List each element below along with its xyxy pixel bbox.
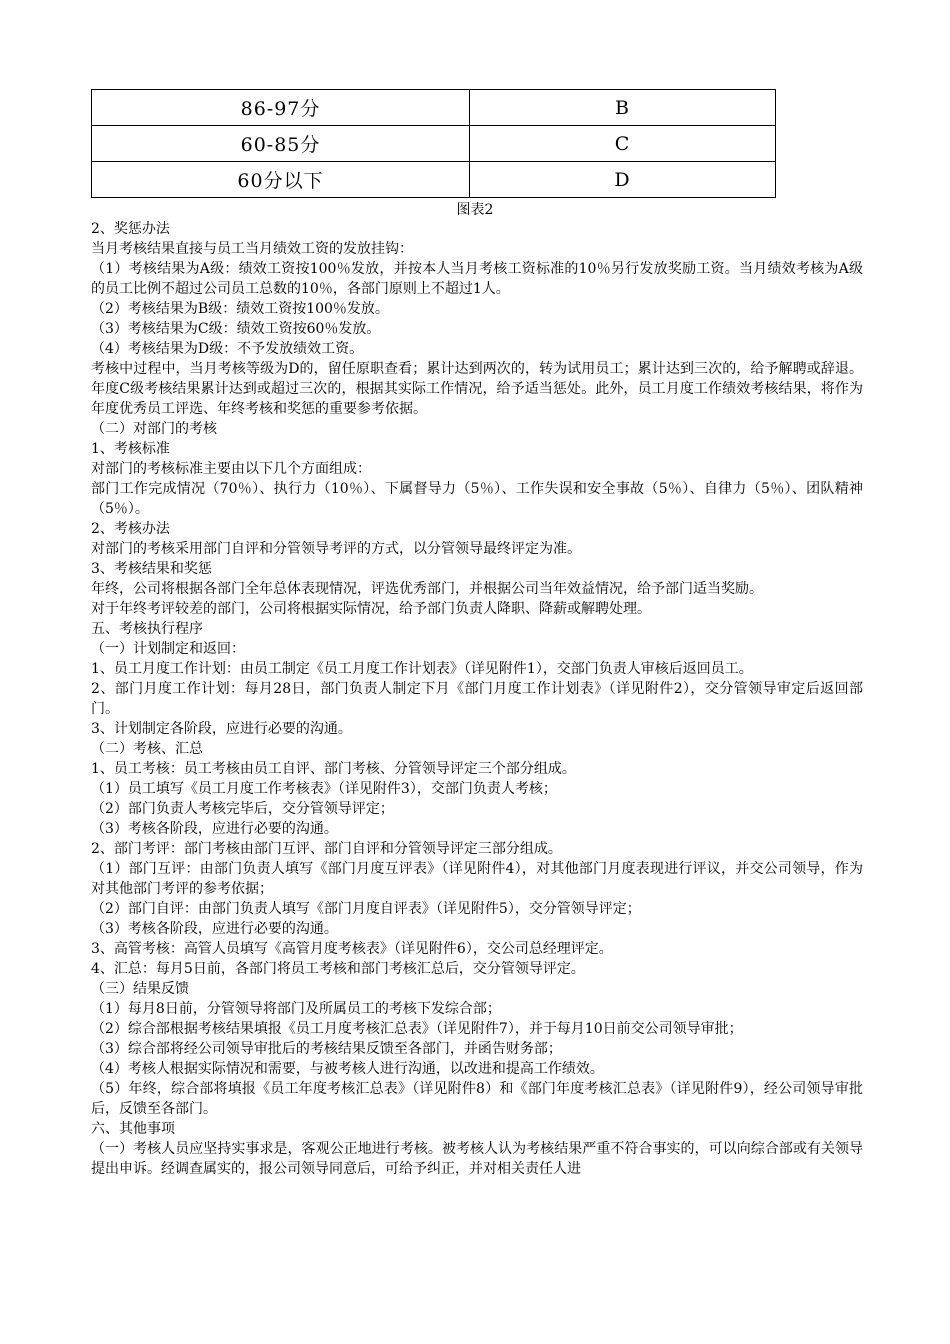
table-caption: 图表2 (456, 202, 494, 218)
paragraph: 3、高管考核：高管人员填写《高管月度考核表》（详见附件6），交公司总经理评定。 (91, 941, 613, 957)
paragraph: （2）考核结果为B级：绩效工资按100％发放。 (91, 301, 389, 317)
paragraph: 考核中过程中，当月考核等级为D的，留任原职查看；累计达到两次的，转为试用员工；累计达到三次的，给予解聘或辞退。年度C级考核结果累计达到或超过三次的，根据其实际工作情况，给予适当惩处。此外，员工月度工作绩效考核结果，将作为年度优秀员工评选、年终考核和奖惩的重要参考依据。 (91, 361, 863, 417)
grade-table (91, 89, 776, 198)
paragraph: （1）部门互评：由部门负责人填写《部门月度互评表》（详见附件4），对其他部门月度表现进行评议，并交公司领导，作为对其他部门考评的参考依据； (91, 861, 863, 897)
paragraph: 4、汇总：每月5日前，各部门将员工考核和部门考核汇总后，交分管领导评定。 (91, 961, 585, 977)
grade-cell: D (470, 162, 776, 198)
paragraph: 3、计划制定各阶段，应进行必要的沟通。 (91, 721, 352, 737)
paragraph: （2）部门自评：由部门负责人填写《部门月度自评表》（详见附件5），交分管领导评定； (91, 901, 641, 917)
score-cell: 60分以下 (92, 162, 470, 198)
paragraph: 2、考核办法 (91, 521, 170, 537)
score-cell: 60-85分 (92, 126, 470, 162)
paragraph: 2、部门月度工作计划：每月28日，部门负责人制定下月《部门月度工作计划表》（详见附件2），交分管领导审定后返回部门。 (91, 681, 863, 717)
paragraph: （2）部门负责人考核完毕后，交分管领导评定； (91, 801, 394, 817)
paragraph: （一）考核人员应坚持实事求是，客观公正地进行考核。被考核人认为考核结果严重不符合事实的，可以向综合部或有关领导提出申诉。经调查属实的，报公司领导同意后，可给予纠正，并对相关责任人进 (91, 1141, 863, 1177)
body-text (91, 219, 863, 1179)
table-row (92, 162, 776, 198)
paragraph: （3）综合部将经公司领导审批后的考核结果反馈至各部门，并函告财务部； (91, 1041, 562, 1057)
paragraph: （2）综合部根据考核结果填报《员工月度考核汇总表》（详见附件7），并于每月10日前交公司领导审批； (91, 1021, 743, 1037)
paragraph: （4）考核结果为D级：不予发放绩效工资。 (91, 341, 364, 357)
paragraph: 1、员工考核：员工考核由员工自评、部门考核、分管领导评定三个部分组成。 (91, 761, 576, 777)
paragraph: （4）考核人根据实际情况和需要，与被考核人进行沟通，以改进和提高工作绩效。 (91, 1061, 604, 1077)
paragraph: （5）年终，综合部将填报《员工年度考核汇总表》（详见附件8）和《部门年度考核汇总表》（详见附件9），经公司领导审批后，反馈至各部门。 (91, 1081, 863, 1117)
table-row (92, 90, 776, 126)
paragraph: （3）考核结果为C级：绩效工资按60％发放。 (91, 321, 381, 337)
paragraph: 对于年终考评较差的部门，公司将根据实际情况，给予部门负责人降职、降薪或解聘处理。 (91, 601, 651, 617)
paragraph: （3）考核各阶段，应进行必要的沟通。 (91, 821, 338, 837)
paragraph: 年终，公司将根据各部门全年总体表现情况，评选优秀部门，并根据公司当年效益情况，给予部门适当奖励。 (91, 581, 763, 597)
paragraph: 3、考核结果和奖惩 (91, 561, 212, 577)
paragraph: 部门工作完成情况（70％）、执行力（10％）、下属督导力（5％）、工作失误和安全事故（5％）、自律力（5％）、团队精神（5％）。 (91, 481, 863, 517)
table-row (92, 126, 776, 162)
paragraph: 1、考核标准 (91, 441, 170, 457)
paragraph: （一）计划制定和返回： (91, 641, 245, 657)
paragraph: （三）结果反馈 (91, 981, 189, 997)
grade-cell: C (470, 126, 776, 162)
score-cell: 86-97分 (92, 90, 470, 126)
paragraph: 2、部门考评：部门考核由部门互评、部门自评和分管领导评定三部分组成。 (91, 841, 562, 857)
paragraph: 1、员工月度工作计划：由员工制定《员工月度工作计划表》（详见附件1），交部门负责人审核后返回员工。 (91, 661, 753, 677)
paragraph: 对部门的考核采用部门自评和分管领导考评的方式，以分管领导最终评定为准。 (91, 541, 581, 557)
paragraph: （1）考核结果为A级：绩效工资按100％发放，并按本人当月考核工资标准的10％另行发放奖励工资。当月绩效考核为A级的员工比例不超过公司员工总数的10％，各部门原则上不超过1人。 (91, 261, 863, 297)
paragraph: 对部门的考核标准主要由以下几个方面组成： (91, 461, 371, 477)
paragraph: （二）对部门的考核 (91, 421, 217, 437)
paragraph: （1）每月8日前，分管领导将部门及所属员工的考核下发综合部； (91, 1001, 501, 1017)
paragraph: （3）考核各阶段，应进行必要的沟通。 (91, 921, 338, 937)
grade-cell: B (470, 90, 776, 126)
paragraph: 2、奖惩办法 (91, 221, 170, 237)
paragraph: 五、考核执行程序 (91, 621, 203, 637)
paragraph: （1）员工填写《员工月度工作考核表》（详见附件3），交部门负责人考核； (91, 781, 557, 797)
paragraph: （二）考核、汇总 (91, 741, 203, 757)
paragraph: 当月考核结果直接与员工当月绩效工资的发放挂钩： (91, 241, 413, 257)
paragraph: 六、其他事项 (91, 1121, 175, 1137)
